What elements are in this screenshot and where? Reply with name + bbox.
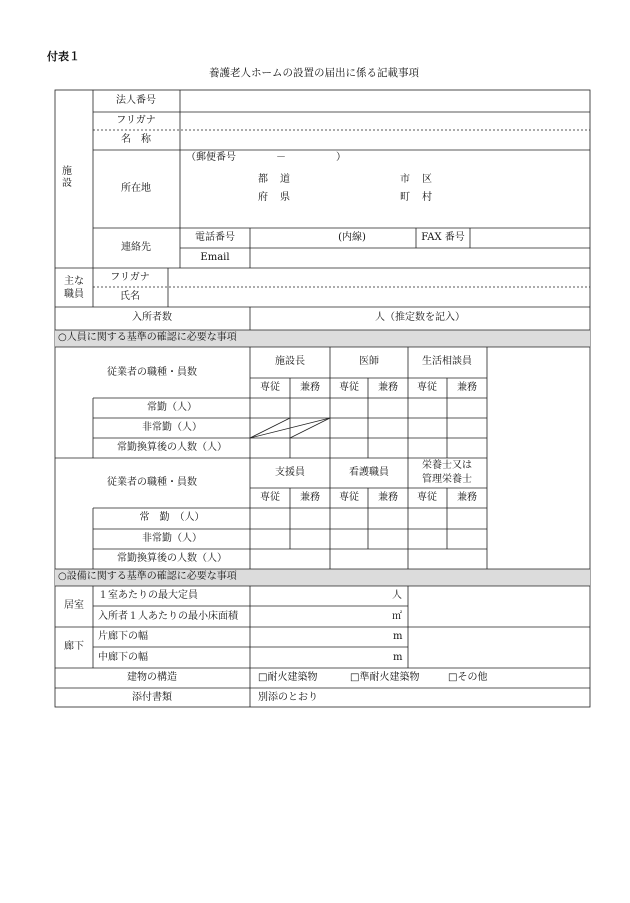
ku-char: 区 — [422, 174, 432, 185]
extension-label: (内線) — [338, 232, 366, 243]
job-reg-nutritionist: 管理栄養士 — [422, 474, 472, 485]
furigana-label: フリガナ — [116, 115, 156, 126]
full-1c: 専従 — [417, 382, 437, 393]
structure-fireproof[interactable]: □耐火建築物 — [258, 672, 318, 683]
part-1c: 兼務 — [457, 382, 477, 393]
room-area-unit: ㎡ — [392, 611, 402, 622]
job-director: 施設長 — [275, 356, 305, 367]
room-capacity-label: １室あたりの最大定員 — [98, 590, 198, 601]
staff-name-label: 氏名 — [120, 291, 140, 302]
email-label: Email — [200, 252, 230, 263]
tel-label: 電話番号 — [195, 232, 235, 243]
part-2b: 兼務 — [378, 492, 398, 503]
room-label: 居室 — [64, 600, 84, 611]
ken-char: 県 — [280, 192, 290, 203]
job-nutritionist: 栄養士又は — [422, 460, 472, 471]
attachment-value: 別添のとおり — [258, 692, 318, 703]
structure-semi-fireproof[interactable]: □準耐火建築物 — [350, 672, 420, 683]
corp-no-label: 法人番号 — [116, 95, 156, 106]
row-converted-1: 常勤換算後の人数（人） — [117, 442, 227, 453]
structure-label: 建物の構造 — [127, 672, 177, 683]
job-support: 支援員 — [275, 467, 305, 478]
to-char: 都 — [258, 174, 268, 185]
fu-char: 府 — [258, 192, 268, 203]
row-parttime-2: 非常勤（人） — [142, 533, 202, 544]
residents-value: 人（推定数を記入） — [375, 312, 465, 323]
residents-label: 入所者数 — [132, 312, 172, 323]
full-1a: 専従 — [260, 382, 280, 393]
contact-label: 連絡先 — [121, 242, 151, 253]
shi-char: 市 — [400, 174, 410, 185]
corridor-label: 廊下 — [64, 641, 84, 652]
room-area-label: 入所者１人あたりの最小床面積 — [98, 611, 238, 622]
single-corridor-unit: m — [393, 631, 403, 642]
part-2a: 兼務 — [300, 492, 320, 503]
attachment-label: 添付書類 — [132, 692, 172, 703]
full-1b: 専従 — [339, 382, 359, 393]
mura-char: 村 — [422, 192, 432, 203]
row-converted-2: 常勤換算後の人数（人） — [117, 553, 227, 564]
row-fulltime-2: 常 勤 （人） — [139, 512, 205, 523]
row-parttime-1: 非常勤（人） — [142, 422, 202, 433]
full-2c: 専従 — [417, 492, 437, 503]
dou-char: 道 — [280, 174, 290, 185]
facility-section-label: 施設 — [62, 166, 72, 189]
job-counselor: 生活相談員 — [422, 356, 472, 367]
single-corridor-label: 片廊下の幅 — [98, 631, 148, 642]
personnel-section-title: ○人員に関する基準の確認に必要な事項 — [58, 332, 237, 343]
job-label-2: 従業者の職種・員数 — [107, 477, 197, 488]
part-1a: 兼務 — [300, 382, 320, 393]
full-2b: 専従 — [339, 492, 359, 503]
page-title: 養護老人ホームの設置の届出に係る記載事項 — [209, 67, 419, 79]
center-corridor-unit: m — [393, 652, 403, 663]
part-1b: 兼務 — [378, 382, 398, 393]
fax-label: FAX 番号 — [421, 232, 465, 243]
center-corridor-label: 中廊下の幅 — [98, 652, 148, 663]
part-2c: 兼務 — [457, 492, 477, 503]
staff-section-label: 主な職員 — [64, 276, 84, 300]
full-2a: 専従 — [260, 492, 280, 503]
room-capacity-unit: 人 — [392, 590, 402, 601]
location-label: 所在地 — [121, 183, 151, 194]
postal-code: （郵便番号 － ） — [186, 152, 346, 163]
equipment-section-title: ○設備に関する基準の確認に必要な事項 — [58, 571, 237, 582]
staff-furigana-label: フリガナ — [110, 272, 150, 283]
name-label: 名 称 — [121, 134, 151, 145]
job-label-1: 従業者の職種・員数 — [107, 367, 197, 378]
structure-other[interactable]: □その他 — [448, 672, 488, 683]
machi-char: 町 — [400, 192, 410, 203]
row-fulltime-1: 常勤（人） — [147, 402, 197, 413]
appendix-label: 付表１ — [47, 50, 80, 63]
job-doctor: 医師 — [359, 356, 379, 367]
job-nurse: 看護職員 — [349, 467, 389, 478]
